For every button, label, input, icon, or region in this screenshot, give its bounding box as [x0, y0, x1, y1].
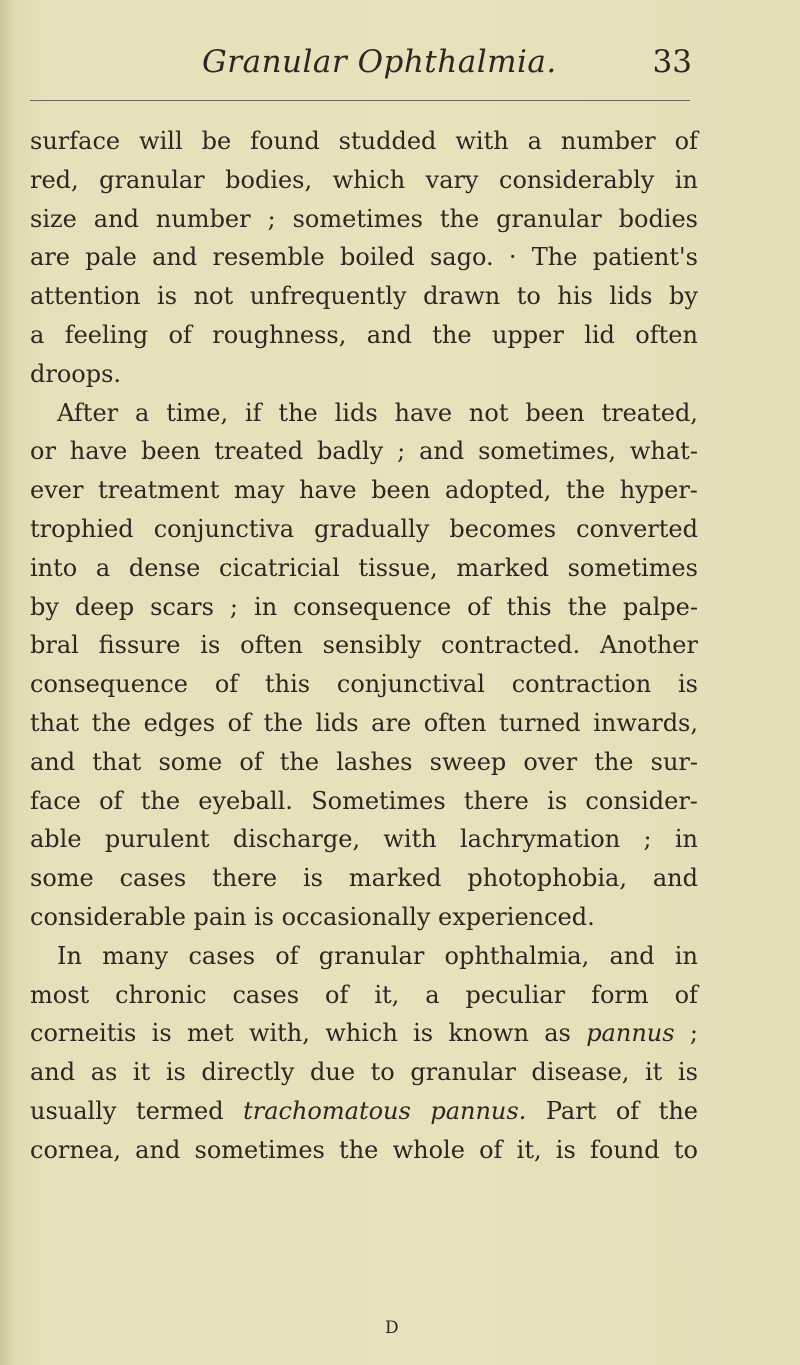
signature-mark: D: [385, 1318, 400, 1338]
word: of: [674, 127, 698, 155]
word: not: [468, 398, 509, 427]
text-line: [30, 820, 698, 859]
word: trachomatous: [243, 1096, 411, 1125]
word: palpe-: [622, 592, 698, 621]
word: and: [93, 204, 139, 233]
gutter-shadow: [0, 0, 14, 1365]
word: been: [371, 476, 431, 505]
word: In: [57, 941, 82, 970]
word: cases: [188, 941, 256, 970]
word: will: [139, 127, 183, 155]
word: by: [669, 282, 698, 311]
word: lids: [315, 708, 359, 737]
word: corneitis: [30, 1019, 137, 1048]
word: cornea,: [30, 1135, 121, 1164]
word: unfrequently: [249, 282, 407, 311]
word: of: [214, 670, 239, 699]
word: been: [141, 437, 201, 466]
word: ;: [397, 437, 406, 466]
word: number: [155, 204, 251, 233]
word: termed: [135, 1096, 224, 1125]
text-line: [30, 859, 698, 898]
word: considerably: [499, 165, 655, 194]
word: lachrymation: [459, 825, 621, 854]
word: many: [102, 941, 169, 970]
word: of: [275, 941, 299, 970]
word: roughness,: [212, 320, 347, 349]
text-line: [30, 1131, 698, 1170]
word: treated: [214, 437, 304, 466]
word: ·: [508, 243, 517, 272]
text-line: [30, 200, 698, 239]
word: deep: [74, 592, 135, 621]
word: which: [332, 165, 406, 194]
word: and: [30, 1058, 76, 1087]
word: found: [590, 1135, 660, 1164]
text-line: [30, 432, 698, 471]
word: and: [30, 747, 76, 776]
word: a: [425, 980, 440, 1009]
word: whole: [392, 1135, 465, 1164]
word: is: [677, 1058, 698, 1087]
word: turned: [499, 708, 581, 737]
word: conjunctiva: [153, 514, 295, 543]
text-line: [30, 394, 698, 433]
word: consequence: [293, 592, 452, 621]
word: tissue,: [358, 553, 438, 582]
word: granular: [496, 204, 602, 233]
word: as: [90, 1058, 118, 1087]
word: ever: [30, 476, 84, 505]
word: this: [506, 592, 552, 621]
word: cases: [232, 980, 300, 1009]
word: converted: [576, 514, 698, 543]
word: to: [370, 1058, 395, 1087]
word: to: [673, 1135, 698, 1164]
word: may: [233, 476, 285, 505]
word: some: [30, 864, 94, 893]
word: have: [299, 476, 357, 505]
word: if: [244, 398, 262, 427]
word: this: [264, 670, 311, 699]
word: pannus.: [430, 1096, 527, 1125]
word: granular: [99, 165, 205, 194]
word: or: [30, 437, 56, 466]
word: sometimes: [567, 553, 698, 582]
text-line: [30, 937, 698, 976]
word: conjunctival: [336, 670, 485, 699]
word: number: [560, 127, 656, 155]
word: ;: [643, 825, 652, 854]
text-line: [30, 1053, 698, 1092]
page-header: [30, 44, 692, 88]
word: of: [99, 786, 123, 815]
word: directly: [201, 1058, 295, 1087]
word: dense: [128, 553, 201, 582]
word: are: [30, 243, 70, 272]
word: have: [69, 437, 128, 466]
word: often: [240, 631, 303, 660]
word: resemble: [212, 243, 325, 272]
word: consider-: [585, 786, 698, 815]
word: peculiar: [465, 980, 566, 1009]
word: which: [325, 1019, 398, 1048]
word: After: [57, 398, 119, 427]
word: the: [279, 747, 320, 776]
word: sometimes,: [478, 437, 617, 466]
word: and: [419, 437, 465, 466]
word: is: [165, 1058, 186, 1087]
text-line: [30, 665, 698, 704]
word: in: [674, 165, 698, 194]
word: and: [366, 320, 412, 349]
word: time,: [166, 398, 229, 427]
word: sur-: [650, 747, 698, 776]
word: there: [212, 864, 278, 893]
text-line: considerable pain is occasionally experienced.: [30, 902, 595, 931]
word: size: [30, 204, 77, 233]
word: of: [674, 980, 698, 1009]
word: in: [674, 825, 698, 854]
word: been: [525, 398, 585, 427]
word: it,: [516, 1135, 542, 1164]
word: the: [140, 786, 181, 815]
word: his: [557, 282, 593, 311]
word: to: [516, 282, 541, 311]
word: met: [187, 1019, 234, 1048]
word: the: [263, 708, 303, 737]
word: is: [547, 786, 568, 815]
word: of: [227, 708, 251, 737]
word: upper: [491, 320, 564, 349]
word: and: [652, 864, 698, 893]
word: is: [677, 670, 698, 699]
word: sago.: [429, 243, 494, 272]
word: and: [152, 243, 198, 272]
word: fissure: [98, 631, 181, 660]
word: bodies,: [225, 165, 313, 194]
text-line: [30, 782, 698, 821]
word: cicatricial: [219, 553, 340, 582]
word: disease,: [531, 1058, 630, 1087]
word: sometimes: [292, 204, 423, 233]
word: in: [674, 941, 698, 970]
word: ophthalmia,: [444, 941, 590, 970]
word: bral: [30, 631, 79, 660]
word: lid: [584, 320, 615, 349]
word: ;: [689, 1019, 698, 1048]
word: sometimes: [194, 1135, 325, 1164]
body-text: [30, 122, 698, 1170]
word: purulent: [104, 825, 210, 854]
word: usually: [30, 1096, 117, 1125]
word: face: [30, 786, 81, 815]
word: Part: [545, 1096, 597, 1125]
word: trophied: [30, 514, 134, 543]
word: gradually: [314, 514, 430, 543]
word: boiled: [339, 243, 415, 272]
word: it: [645, 1058, 663, 1087]
word: is: [413, 1019, 434, 1048]
word: lashes: [336, 747, 413, 776]
word: not: [193, 282, 234, 311]
word: is: [302, 864, 323, 893]
word: that: [92, 747, 142, 776]
word: able: [30, 825, 82, 854]
word: often: [423, 708, 487, 737]
text-line: [30, 549, 698, 588]
word: marked: [456, 553, 549, 582]
word: by: [30, 592, 59, 621]
word: the: [439, 204, 480, 233]
word: vary: [425, 165, 479, 194]
word: the: [594, 747, 634, 776]
word: the: [565, 476, 606, 505]
header-rule: [30, 100, 690, 101]
word: studded: [338, 127, 437, 155]
word: drawn: [423, 282, 501, 311]
word: adopted,: [444, 476, 552, 505]
word: is: [555, 1135, 576, 1164]
word: a: [95, 553, 111, 582]
page-number: 33: [652, 44, 692, 80]
word: with: [383, 825, 437, 854]
word: have: [394, 398, 453, 427]
word: is: [157, 282, 178, 311]
text-line: [30, 161, 698, 200]
word: granular: [318, 941, 425, 970]
word: what-: [629, 437, 698, 466]
word: The: [531, 243, 578, 272]
word: the: [91, 708, 131, 737]
word: form: [591, 980, 649, 1009]
word: the: [658, 1096, 698, 1125]
word: some: [158, 747, 223, 776]
word: eyeball.: [198, 786, 293, 815]
word: of: [615, 1096, 640, 1125]
word: be: [201, 127, 232, 155]
word: with: [455, 127, 509, 155]
word: treated,: [601, 398, 698, 427]
text-line: [30, 704, 698, 743]
word: photophobia,: [467, 864, 627, 893]
word: sensibly: [322, 631, 422, 660]
word: inwards,: [593, 708, 698, 737]
word: and: [135, 1135, 181, 1164]
word: patient's: [592, 243, 698, 272]
word: with,: [248, 1019, 310, 1048]
word: known: [448, 1019, 529, 1048]
word: of: [168, 320, 192, 349]
word: consequence: [30, 670, 188, 699]
text-line: [30, 976, 698, 1015]
text-line: droops.: [30, 359, 122, 388]
word: pannus: [586, 1019, 675, 1048]
word: the: [278, 398, 318, 427]
word: contraction: [511, 670, 652, 699]
word: most: [30, 980, 90, 1009]
text-line: [30, 238, 698, 277]
word: hyper-: [619, 476, 698, 505]
word: treatment: [98, 476, 220, 505]
word: ;: [229, 592, 239, 621]
word: a: [527, 127, 542, 155]
word: the: [432, 320, 472, 349]
word: granular: [410, 1058, 516, 1087]
word: of: [479, 1135, 503, 1164]
word: the: [567, 592, 607, 621]
word: lids: [609, 282, 653, 311]
word: feeling: [64, 320, 149, 349]
word: in: [254, 592, 278, 621]
word: is: [151, 1019, 172, 1048]
word: are: [371, 708, 412, 737]
word: ;: [267, 204, 276, 233]
text-line: [30, 1014, 698, 1053]
word: it: [132, 1058, 151, 1087]
word: over: [523, 747, 578, 776]
word: there: [463, 786, 529, 815]
word: of: [467, 592, 491, 621]
word: attention: [30, 282, 141, 311]
word: surface: [30, 127, 121, 155]
word: the: [339, 1135, 379, 1164]
running-head: Granular Ophthalmia.: [202, 44, 557, 80]
word: is: [200, 631, 221, 660]
word: it,: [374, 980, 400, 1009]
word: discharge,: [232, 825, 361, 854]
text-line: [30, 277, 698, 316]
word: bodies: [618, 204, 698, 233]
text-line: [30, 471, 698, 510]
text-line: [30, 1092, 698, 1131]
word: becomes: [449, 514, 557, 543]
word: cases: [119, 864, 187, 893]
word: of: [325, 980, 349, 1009]
word: a: [30, 320, 45, 349]
text-line: [30, 626, 698, 665]
word: into: [30, 553, 78, 582]
word: sweep: [429, 747, 507, 776]
word: marked: [348, 864, 442, 893]
word: a: [135, 398, 150, 427]
word: as: [544, 1019, 571, 1048]
word: scars: [150, 592, 214, 621]
text-line: [30, 122, 698, 161]
text-line: [30, 510, 698, 549]
word: pale: [85, 243, 137, 272]
word: due: [310, 1058, 356, 1087]
text-line: [30, 743, 698, 782]
word: Another: [599, 631, 698, 660]
word: chronic: [115, 980, 207, 1009]
word: Sometimes: [311, 786, 446, 815]
word: badly: [316, 437, 384, 466]
word: contracted.: [441, 631, 581, 660]
word: lids: [334, 398, 378, 427]
word: that: [30, 708, 80, 737]
word: of: [239, 747, 263, 776]
word: found: [250, 127, 320, 155]
word: often: [635, 320, 698, 349]
text-line: [30, 316, 698, 355]
word: edges: [143, 708, 216, 737]
word: red,: [30, 165, 79, 194]
word: and: [609, 941, 655, 970]
text-line: [30, 588, 698, 627]
